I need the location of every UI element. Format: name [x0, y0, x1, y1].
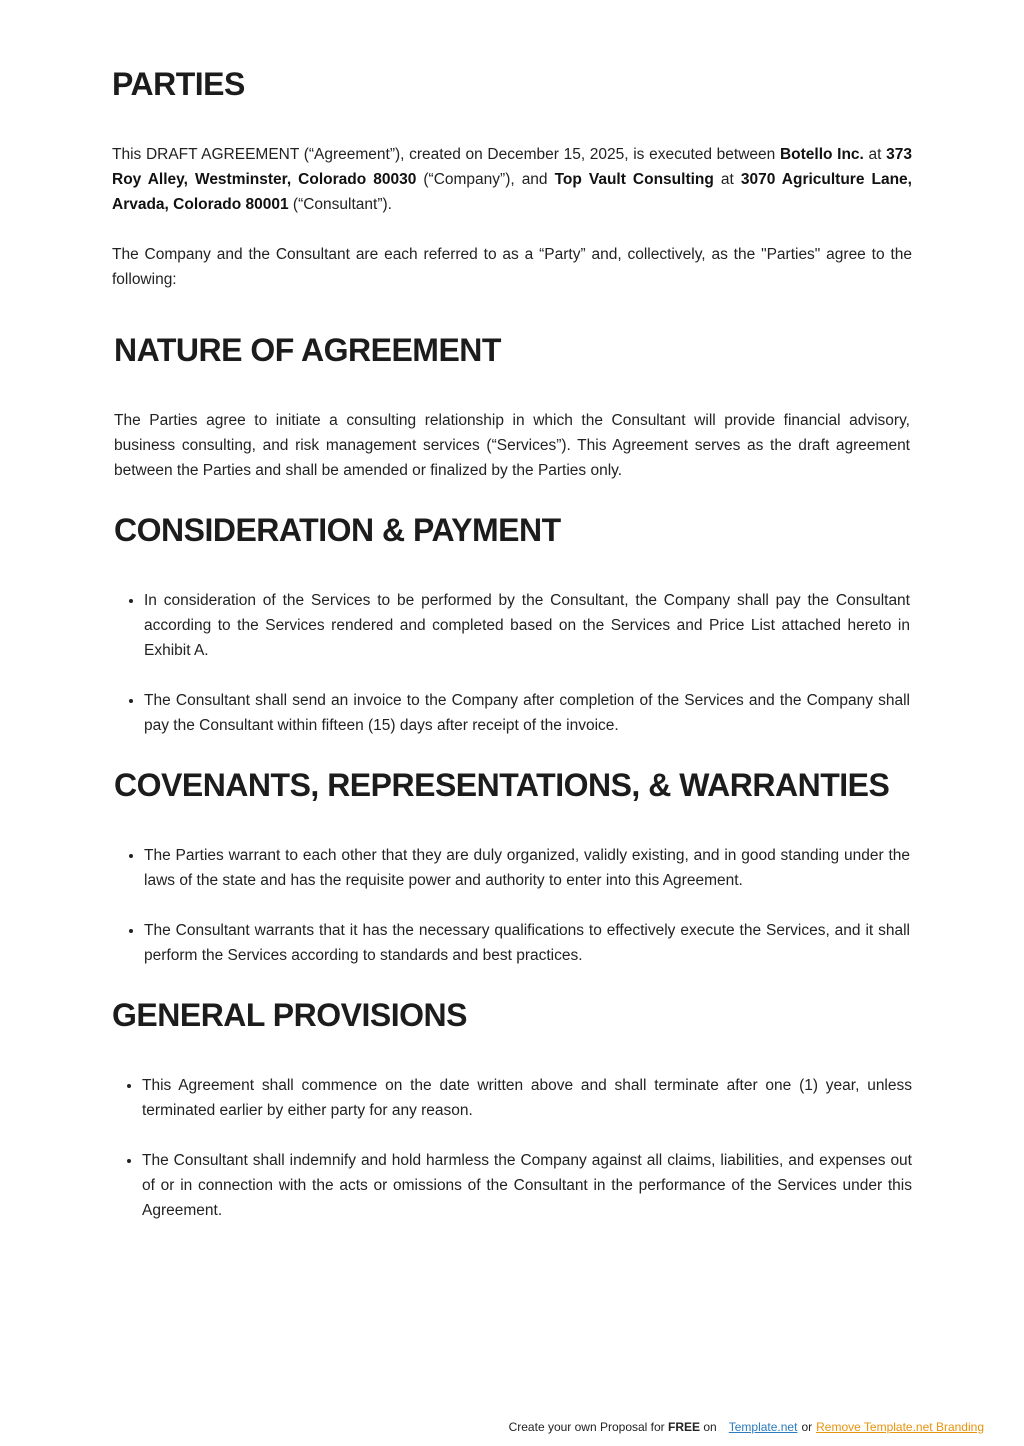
footer-prefix: Create your own Proposal for: [508, 1420, 669, 1434]
footer-or: or: [801, 1420, 813, 1434]
footer-on: on: [700, 1420, 717, 1434]
parties-intro-paragraph: [112, 142, 912, 217]
list-item: • The Parties warrant to each other that they are duly organized, validly existing, and in good standing under the laws of the state and has the requisite power and authority to enter into this Agreement.: [144, 843, 910, 893]
covenants-heading: COVENANTS, REPRESENTATIONS, & WARRANTIES: [114, 767, 890, 803]
nature-section: [114, 330, 910, 483]
consultant-name: Top Vault Consulting: [554, 171, 714, 188]
template-net-link[interactable]: Template.net: [728, 1420, 798, 1434]
parties-heading: PARTIES: [112, 66, 245, 102]
nature-heading: NATURE OF AGREEMENT: [114, 332, 501, 368]
general-list: [112, 1073, 912, 1223]
consideration-heading: CONSIDERATION & PAYMENT: [114, 512, 561, 548]
branding-footer: [0, 1418, 984, 1436]
covenants-section: [114, 765, 910, 968]
parties-intro-text-3: (“Company”), and: [416, 171, 555, 188]
list-item: • This Agreement shall commence on the date written above and shall terminate after one (1) year, unless terminated earlier by either party for any reason.: [142, 1073, 912, 1123]
parties-collective-paragraph: The Company and the Consultant are each referred to as a “Party” and, collectively, as the "Parties" agree to the following:: [112, 246, 912, 288]
list-item: • The Consultant warrants that it has the necessary qualifications to effectively execute the Services, and it shall perform the Services according to standards and best practices.: [144, 918, 910, 968]
company-address: 373 Roy Alley, Westminster, Colorado 80030: [112, 146, 912, 188]
footer-free: FREE: [668, 1420, 701, 1434]
list-item: • The Consultant shall send an invoice to the Company after completion of the Services and the Company shall pay the Consultant within fifteen (15) days after receipt of the invoice.: [144, 688, 910, 738]
list-item: • The Consultant shall indemnify and hold harmless the Company against all claims, liabilities, and expenses out of or in connection with the acts or omissions of the Consultant in the performance of the Services under this Agreement.: [142, 1148, 912, 1223]
parties-intro-text-1: This DRAFT AGREEMENT (“Agreement”), created on December 15, 2025, is executed between: [112, 146, 780, 163]
parties-intro-text-4: at: [713, 171, 741, 188]
company-name: Botello Inc.: [779, 146, 864, 163]
consideration-list: [114, 588, 910, 738]
consultant-address: 3070 Agriculture Lane, Arvada, Colorado 80001: [112, 171, 912, 213]
parties-intro-text-2: at: [863, 146, 887, 163]
nature-paragraph: The Parties agree to initiate a consulting relationship in which the Consultant will provide financial advisory, business consulting, and risk management services (“Services”). This Agreement serves as the draft agreement between the Parties and shall be amended or finalized by the Parties only.: [114, 412, 910, 479]
covenants-list: [114, 843, 910, 968]
general-heading: GENERAL PROVISIONS: [112, 997, 467, 1033]
consideration-section: [114, 510, 910, 738]
remove-branding-link[interactable]: Remove Template.net Branding: [816, 1420, 984, 1434]
general-section: [112, 995, 912, 1223]
parties-section: [112, 64, 912, 292]
parties-intro-text-5: (“Consultant”).: [288, 196, 392, 213]
list-item: • In consideration of the Services to be performed by the Consultant, the Company shall pay the Consultant according to the Services rendered and completed based on the Services and Price List attached hereto in Exhibit A.: [144, 588, 910, 663]
